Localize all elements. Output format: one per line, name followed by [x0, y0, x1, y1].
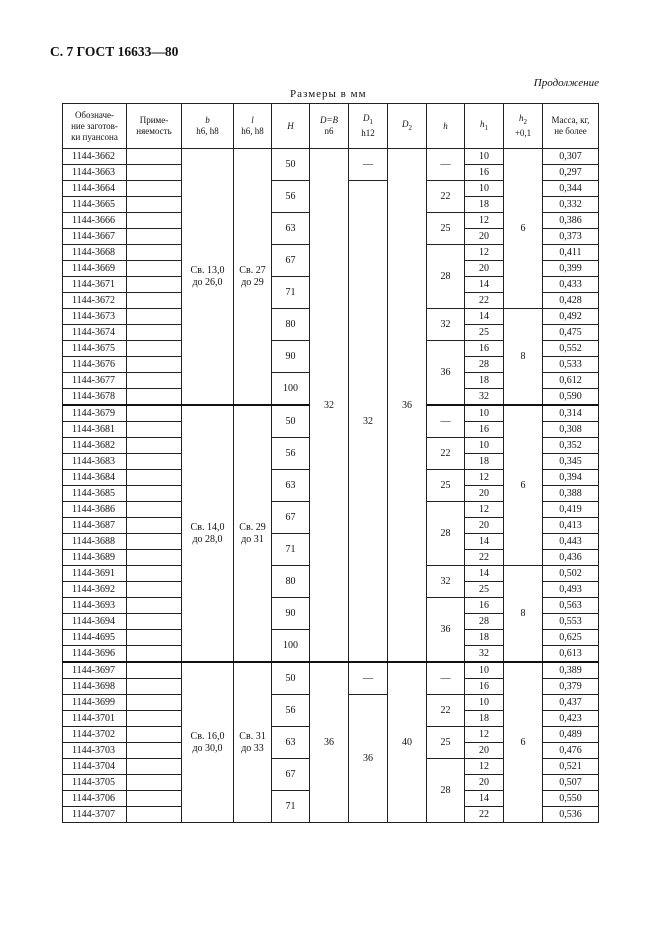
designation-cell: 1144-3666	[63, 213, 127, 229]
mass-cell: 0,443	[543, 534, 599, 550]
mass-cell: 0,373	[543, 229, 599, 245]
h1-cell: 28	[465, 614, 504, 630]
mass-cell: 0,476	[543, 743, 599, 759]
h1-cell: 14	[465, 534, 504, 550]
H-cell: 50	[272, 149, 310, 181]
designation-cell: 1144-3668	[63, 245, 127, 261]
applicability-cell	[127, 614, 182, 630]
H-cell: 67	[272, 245, 310, 277]
h-cell: —	[427, 662, 465, 695]
sizes-caption: Размеры в мм	[290, 88, 367, 100]
applicability-cell	[127, 550, 182, 566]
col-DB-tolerance: n6	[324, 126, 334, 136]
col-l-tolerance: h6, h8	[241, 126, 264, 136]
col-H-header	[272, 104, 310, 149]
applicability-cell	[127, 566, 182, 582]
designation-cell: 1144-3682	[63, 438, 127, 454]
H-cell: 80	[272, 309, 310, 341]
designation-cell: 1144-3678	[63, 389, 127, 406]
h1-cell: 20	[465, 261, 504, 277]
b-range-line: Св. 14,0	[190, 521, 225, 533]
mass-cell: 0,394	[543, 470, 599, 486]
b-range-cell	[182, 405, 234, 662]
applicability-cell	[127, 486, 182, 502]
mass-cell: 0,399	[543, 261, 599, 277]
H-cell: 56	[272, 438, 310, 470]
applicability-cell	[127, 662, 182, 679]
h-cell: 32	[427, 309, 465, 341]
H-cell: 90	[272, 598, 310, 630]
mass-cell: 0,521	[543, 759, 599, 775]
mass-cell: 0,613	[543, 646, 599, 663]
col-D2-symbol: D	[402, 118, 409, 129]
h1-cell: 10	[465, 695, 504, 711]
dimensions-table-wrapper	[62, 103, 599, 823]
designation-cell: 1144-3691	[63, 566, 127, 582]
mass-cell: 0,344	[543, 181, 599, 197]
h1-cell: 10	[465, 181, 504, 197]
H-cell: 50	[272, 405, 310, 438]
h1-cell: 10	[465, 438, 504, 454]
b-range-cell	[182, 149, 234, 406]
applicability-cell	[127, 598, 182, 614]
applicability-cell	[127, 518, 182, 534]
h-cell: 22	[427, 438, 465, 470]
designation-cell: 1144-3687	[63, 518, 127, 534]
mass-cell: 0,507	[543, 775, 599, 791]
designation-cell: 1144-3706	[63, 791, 127, 807]
designation-cell: 1144-3694	[63, 614, 127, 630]
applicability-cell	[127, 213, 182, 229]
col-applicability-line: Приме-	[139, 115, 169, 125]
applicability-cell	[127, 646, 182, 663]
col-designation-line: ки пуансона	[71, 131, 118, 142]
H-cell: 71	[272, 791, 310, 823]
col-D1-header	[349, 104, 388, 149]
continuation-label: Продолжение	[533, 77, 599, 89]
mass-cell: 0,433	[543, 277, 599, 293]
col-h1-symbol: h	[480, 118, 485, 129]
applicability-cell	[127, 534, 182, 550]
D2-cell: 40	[388, 662, 427, 823]
header-row	[63, 104, 599, 149]
h1-cell: 18	[465, 197, 504, 213]
applicability-cell	[127, 341, 182, 357]
h1-cell: 16	[465, 422, 504, 438]
mass-cell: 0,552	[543, 341, 599, 357]
h1-cell: 14	[465, 566, 504, 582]
b-range-line: Св. 16,0	[190, 730, 225, 742]
col-mass-header	[543, 104, 599, 149]
applicability-cell	[127, 470, 182, 486]
designation-cell: 1144-3679	[63, 405, 127, 422]
mass-cell: 0,379	[543, 679, 599, 695]
mass-cell: 0,419	[543, 502, 599, 518]
h1-cell: 12	[465, 245, 504, 261]
h-cell: 25	[427, 727, 465, 759]
designation-cell: 1144-3704	[63, 759, 127, 775]
h-cell: 25	[427, 213, 465, 245]
col-H-symbol: H	[287, 120, 294, 131]
table-row	[63, 149, 599, 165]
designation-cell: 1144-3662	[63, 149, 127, 165]
mass-cell: 0,489	[543, 727, 599, 743]
col-b-tolerance: h6, h8	[196, 126, 219, 136]
applicability-cell	[127, 582, 182, 598]
h-cell: 25	[427, 470, 465, 502]
col-D1-symbol: D	[363, 113, 370, 124]
designation-cell: 1144-3681	[63, 422, 127, 438]
designation-cell: 1144-3665	[63, 197, 127, 213]
h-cell: 28	[427, 502, 465, 566]
applicability-cell	[127, 181, 182, 197]
col-designation-line: Обозначе-	[74, 109, 115, 120]
mass-cell: 0,492	[543, 309, 599, 325]
H-cell: 100	[272, 373, 310, 406]
H-cell: 63	[272, 727, 310, 759]
D1-cell: 32	[349, 181, 388, 663]
designation-cell: 1144-3701	[63, 711, 127, 727]
table-row	[63, 662, 599, 679]
l-range-line: до 29	[241, 276, 264, 288]
b-range-line: Св. 13,0	[190, 264, 225, 276]
designation-cell: 1144-3672	[63, 293, 127, 309]
l-range-cell	[234, 405, 272, 662]
applicability-cell	[127, 197, 182, 213]
designation-cell: 1144-3688	[63, 534, 127, 550]
designation-cell: 1144-3677	[63, 373, 127, 389]
mass-cell: 0,389	[543, 662, 599, 679]
h1-cell: 10	[465, 149, 504, 165]
applicability-cell	[127, 293, 182, 309]
l-range-line: Св. 31	[239, 730, 266, 742]
h1-cell: 22	[465, 293, 504, 309]
H-cell: 100	[272, 630, 310, 663]
mass-cell: 0,307	[543, 149, 599, 165]
h1-cell: 12	[465, 213, 504, 229]
applicability-cell	[127, 791, 182, 807]
mass-cell: 0,553	[543, 614, 599, 630]
H-cell: 67	[272, 759, 310, 791]
mass-cell: 0,550	[543, 791, 599, 807]
applicability-cell	[127, 405, 182, 422]
H-cell: 67	[272, 502, 310, 534]
designation-cell: 1144-3683	[63, 454, 127, 470]
H-cell: 63	[272, 213, 310, 245]
h1-cell: 18	[465, 711, 504, 727]
applicability-cell	[127, 775, 182, 791]
designation-cell: 1144-3705	[63, 775, 127, 791]
l-range-line: до 31	[241, 533, 264, 545]
DB-cell: 32	[310, 149, 349, 663]
l-range-line: Св. 29	[239, 521, 266, 533]
h1-cell: 22	[465, 807, 504, 823]
h1-cell: 12	[465, 470, 504, 486]
designation-cell: 1144-3693	[63, 598, 127, 614]
h1-cell: 12	[465, 502, 504, 518]
h1-cell: 12	[465, 727, 504, 743]
col-b-symbol: b	[205, 115, 210, 125]
applicability-cell	[127, 165, 182, 181]
designation-cell: 1144-3673	[63, 309, 127, 325]
col-D1-index: 1	[369, 117, 373, 126]
col-h2-symbol: h	[519, 113, 524, 124]
applicability-cell	[127, 149, 182, 165]
h1-cell: 25	[465, 582, 504, 598]
col-h2-index: 2	[523, 117, 527, 126]
l-range-cell	[234, 149, 272, 406]
h1-cell: 14	[465, 309, 504, 325]
l-range-cell	[234, 662, 272, 823]
designation-cell: 1144-3686	[63, 502, 127, 518]
h1-cell: 20	[465, 229, 504, 245]
h1-cell: 14	[465, 277, 504, 293]
h1-cell: 18	[465, 630, 504, 646]
b-range-line: до 30,0	[192, 742, 223, 754]
col-D2-header	[388, 104, 427, 149]
mass-cell: 0,388	[543, 486, 599, 502]
designation-cell: 1144-3696	[63, 646, 127, 663]
D1-cell: —	[349, 149, 388, 181]
h-cell: 32	[427, 566, 465, 598]
designation-cell: 1144-3669	[63, 261, 127, 277]
designation-cell: 1144-3676	[63, 357, 127, 373]
h1-cell: 28	[465, 357, 504, 373]
h-cell: 28	[427, 245, 465, 309]
applicability-cell	[127, 695, 182, 711]
col-designation-header	[63, 104, 127, 149]
mass-cell: 0,352	[543, 438, 599, 454]
designation-cell: 1144-3664	[63, 181, 127, 197]
mass-cell: 0,436	[543, 550, 599, 566]
applicability-cell	[127, 438, 182, 454]
l-range-line: до 33	[241, 742, 264, 754]
h1-cell: 20	[465, 486, 504, 502]
h1-cell: 32	[465, 389, 504, 406]
h2-cell: 6	[504, 149, 543, 309]
col-DB-symbol: D=B	[319, 115, 339, 125]
designation-cell: 1144-3663	[63, 165, 127, 181]
col-h1-header	[465, 104, 504, 149]
b-range-cell	[182, 662, 234, 823]
col-b-header	[182, 104, 234, 149]
b-range-line: до 26,0	[192, 276, 223, 288]
designation-cell: 1144-3702	[63, 727, 127, 743]
applicability-cell	[127, 389, 182, 406]
col-DB-header	[310, 104, 349, 149]
applicability-cell	[127, 743, 182, 759]
h-cell: 36	[427, 341, 465, 406]
applicability-cell	[127, 229, 182, 245]
applicability-cell	[127, 357, 182, 373]
mass-cell: 0,475	[543, 325, 599, 341]
applicability-cell	[127, 454, 182, 470]
designation-cell: 1144-3698	[63, 679, 127, 695]
applicability-cell	[127, 630, 182, 646]
h1-cell: 20	[465, 518, 504, 534]
h1-cell: 10	[465, 662, 504, 679]
designation-cell: 1144-3675	[63, 341, 127, 357]
h1-cell: 20	[465, 775, 504, 791]
designation-cell: 1144-3689	[63, 550, 127, 566]
page-header	[50, 44, 178, 60]
col-h-symbol: h	[443, 120, 448, 131]
col-applicability-header	[127, 104, 182, 149]
h1-cell: 32	[465, 646, 504, 663]
applicability-cell	[127, 309, 182, 325]
table-body	[63, 149, 599, 823]
col-mass-line: не более	[554, 126, 587, 136]
applicability-cell	[127, 807, 182, 823]
H-cell: 71	[272, 277, 310, 309]
designation-cell: 1144-3699	[63, 695, 127, 711]
mass-cell: 0,297	[543, 165, 599, 181]
designation-cell: 1144-3707	[63, 807, 127, 823]
col-h2-header	[504, 104, 543, 149]
DB-cell: 36	[310, 662, 349, 823]
h2-cell: 8	[504, 566, 543, 663]
applicability-cell	[127, 759, 182, 775]
mass-cell: 0,502	[543, 566, 599, 582]
applicability-cell	[127, 422, 182, 438]
mass-cell: 0,411	[543, 245, 599, 261]
designation-cell: 1144-3674	[63, 325, 127, 341]
h-cell: 36	[427, 598, 465, 663]
mass-cell: 0,536	[543, 807, 599, 823]
h2-cell: 6	[504, 405, 543, 566]
h-cell: 28	[427, 759, 465, 823]
applicability-cell	[127, 245, 182, 261]
h1-cell: 16	[465, 679, 504, 695]
H-cell: 56	[272, 181, 310, 213]
H-cell: 56	[272, 695, 310, 727]
designation-cell: 1144-3685	[63, 486, 127, 502]
h1-cell: 10	[465, 405, 504, 422]
col-h-header	[427, 104, 465, 149]
applicability-cell	[127, 727, 182, 743]
mass-cell: 0,308	[543, 422, 599, 438]
h1-cell: 14	[465, 791, 504, 807]
H-cell: 80	[272, 566, 310, 598]
mass-cell: 0,612	[543, 373, 599, 389]
h2-cell: 6	[504, 662, 543, 823]
h1-cell: 16	[465, 598, 504, 614]
mass-cell: 0,314	[543, 405, 599, 422]
col-h2-tolerance: +0,1	[514, 127, 532, 138]
h1-cell: 18	[465, 373, 504, 389]
mass-cell: 0,625	[543, 630, 599, 646]
designation-cell: 1144-3692	[63, 582, 127, 598]
mass-cell: 0,493	[543, 582, 599, 598]
h1-cell: 22	[465, 550, 504, 566]
h-cell: —	[427, 405, 465, 438]
mass-cell: 0,386	[543, 213, 599, 229]
mass-cell: 0,423	[543, 711, 599, 727]
col-applicability-line: няемость	[136, 126, 172, 136]
col-D1-tolerance: h12	[361, 127, 375, 138]
D1-cell: —	[349, 662, 388, 695]
h-cell: —	[427, 149, 465, 181]
mass-cell: 0,437	[543, 695, 599, 711]
mass-cell: 0,428	[543, 293, 599, 309]
b-range-line: до 28,0	[192, 533, 223, 545]
col-mass-line: Масса, кг,	[551, 115, 590, 125]
h2-cell: 8	[504, 309, 543, 406]
designation-cell: 1144-3703	[63, 743, 127, 759]
H-cell: 50	[272, 662, 310, 695]
applicability-cell	[127, 711, 182, 727]
col-D2-index: 2	[408, 123, 412, 132]
D1-cell: 36	[349, 695, 388, 823]
h1-cell: 18	[465, 454, 504, 470]
mass-cell: 0,563	[543, 598, 599, 614]
applicability-cell	[127, 261, 182, 277]
H-cell: 63	[272, 470, 310, 502]
col-l-header	[234, 104, 272, 149]
h1-cell: 20	[465, 743, 504, 759]
h1-cell: 12	[465, 759, 504, 775]
designation-cell: 1144-3684	[63, 470, 127, 486]
applicability-cell	[127, 502, 182, 518]
mass-cell: 0,590	[543, 389, 599, 406]
mass-cell: 0,533	[543, 357, 599, 373]
applicability-cell	[127, 325, 182, 341]
h-cell: 22	[427, 181, 465, 213]
h1-cell: 16	[465, 341, 504, 357]
H-cell: 90	[272, 341, 310, 373]
designation-cell: 1144-3667	[63, 229, 127, 245]
h1-cell: 25	[465, 325, 504, 341]
designation-cell: 1144-3671	[63, 277, 127, 293]
designation-cell: 1144-3697	[63, 662, 127, 679]
mass-cell: 0,332	[543, 197, 599, 213]
mass-cell: 0,413	[543, 518, 599, 534]
l-range-line: Св. 27	[239, 264, 266, 276]
applicability-cell	[127, 679, 182, 695]
applicability-cell	[127, 277, 182, 293]
H-cell: 71	[272, 534, 310, 566]
col-h1-index: 1	[484, 123, 488, 132]
page-title: С. 7 ГОСТ 16633—80	[50, 44, 179, 59]
applicability-cell	[127, 373, 182, 389]
designation-cell: 1144-4695	[63, 630, 127, 646]
col-designation-line: ние заготов-	[71, 120, 118, 131]
h1-cell: 16	[465, 165, 504, 181]
col-l-symbol: l	[251, 115, 254, 125]
h-cell: 22	[427, 695, 465, 727]
D2-cell: 36	[388, 149, 427, 663]
mass-cell: 0,345	[543, 454, 599, 470]
dimensions-table	[62, 103, 599, 823]
